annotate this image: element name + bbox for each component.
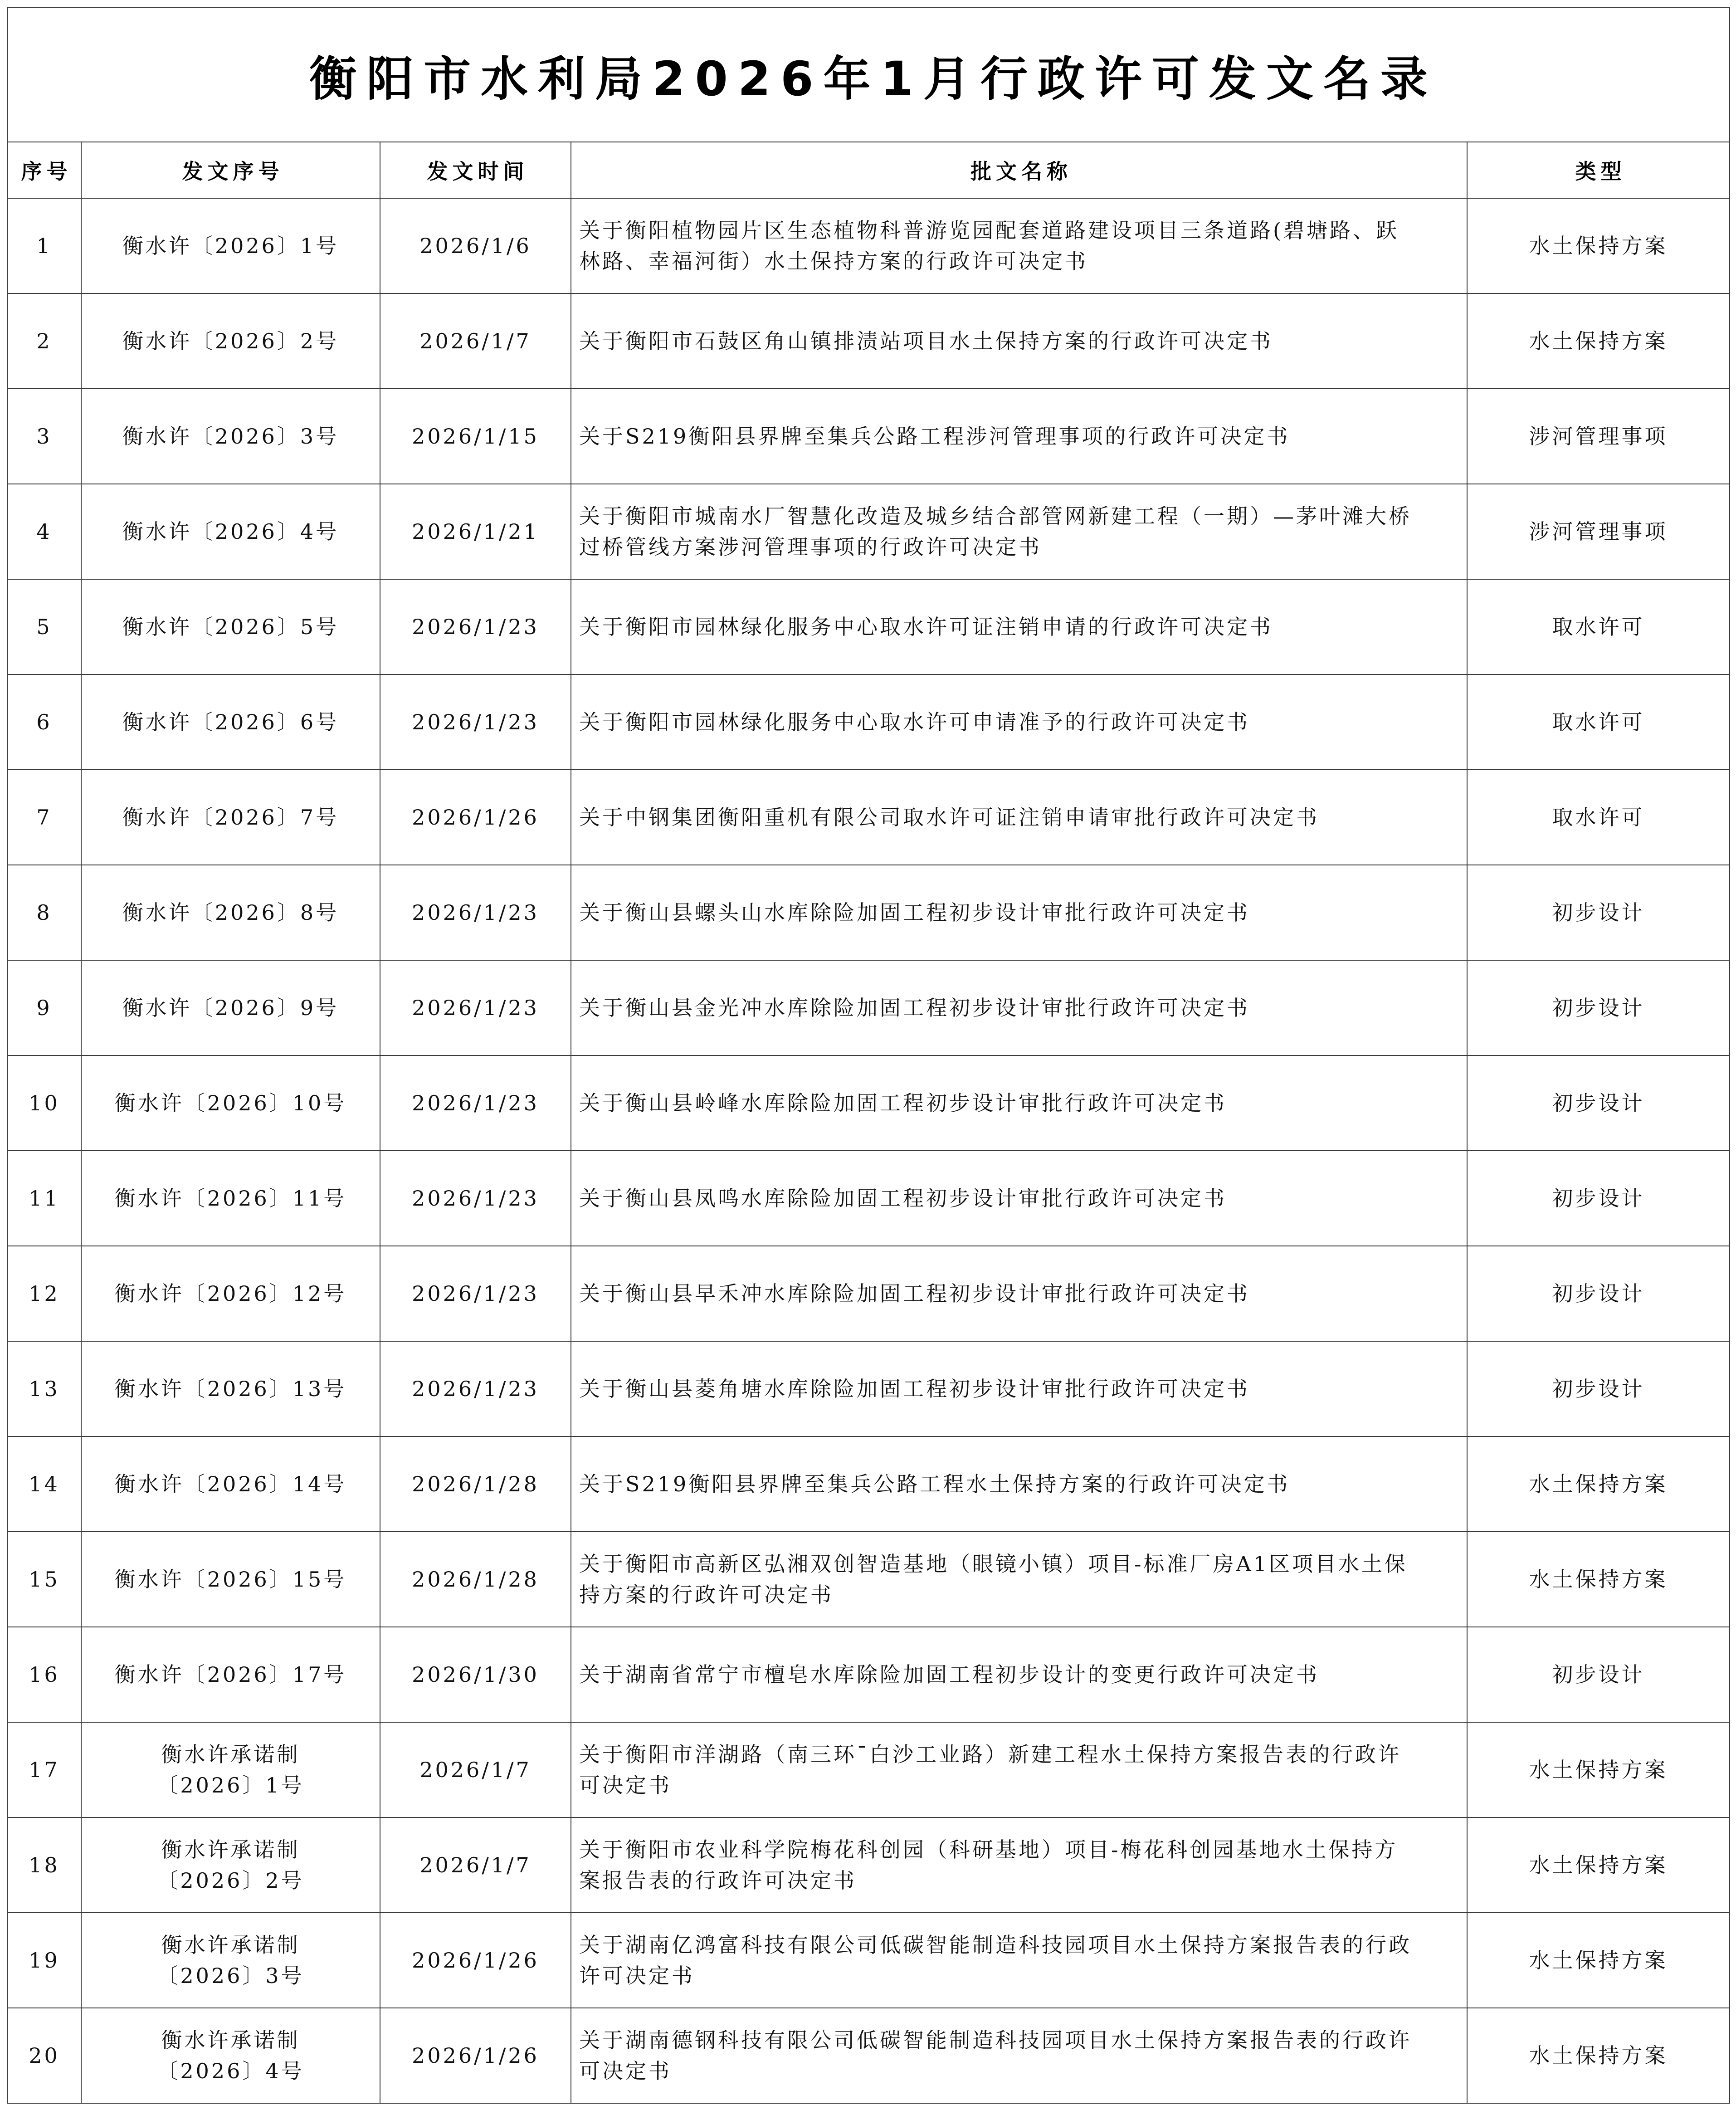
header-permit-type: 类型 xyxy=(1467,142,1730,198)
header-issue-date: 发文时间 xyxy=(380,142,571,198)
approval-title: 关于衡阳市石鼓区角山镇排渍站项目水土保持方案的行政许可决定书 xyxy=(571,293,1467,389)
document-number: 衡水许〔2026〕12号 xyxy=(81,1246,380,1341)
issue-date: 2026/1/21 xyxy=(380,484,571,579)
approval-title: 关于中钢集团衡阳重机有限公司取水许可证注销申请审批行政许可决定书 xyxy=(571,770,1467,865)
document-number: 衡水许〔2026〕2号 xyxy=(81,293,380,389)
document-number: 衡水许承诺制 〔2026〕3号 xyxy=(81,1913,380,2008)
row-index: 20 xyxy=(7,2008,81,2103)
table-row xyxy=(7,293,1730,389)
table-row xyxy=(7,770,1730,865)
permit-list-table xyxy=(7,7,1730,2104)
permit-type: 初步设计 xyxy=(1467,1055,1730,1151)
document-number: 衡水许〔2026〕7号 xyxy=(81,770,380,865)
approval-title: 关于衡山县岭峰水库除险加固工程初步设计审批行政许可决定书 xyxy=(571,1055,1467,1151)
permit-type: 初步设计 xyxy=(1467,1627,1730,1722)
document-number: 衡水许〔2026〕3号 xyxy=(81,389,380,484)
permit-type: 水土保持方案 xyxy=(1467,1817,1730,1913)
table-row xyxy=(7,2008,1730,2103)
row-index: 5 xyxy=(7,579,81,674)
document-number: 衡水许〔2026〕15号 xyxy=(81,1532,380,1627)
row-index: 6 xyxy=(7,674,81,770)
row-index: 7 xyxy=(7,770,81,865)
row-index: 19 xyxy=(7,1913,81,2008)
row-index: 15 xyxy=(7,1532,81,1627)
row-index: 8 xyxy=(7,865,81,960)
table-row xyxy=(7,1151,1730,1246)
table-row xyxy=(7,1341,1730,1436)
permit-type: 水土保持方案 xyxy=(1467,1532,1730,1627)
issue-date: 2026/1/23 xyxy=(380,1151,571,1246)
table-row xyxy=(7,1913,1730,2008)
document-number: 衡水许〔2026〕5号 xyxy=(81,579,380,674)
permit-type: 取水许可 xyxy=(1467,579,1730,674)
issue-date: 2026/1/23 xyxy=(380,674,571,770)
issue-date: 2026/1/26 xyxy=(380,2008,571,2103)
permit-type: 水土保持方案 xyxy=(1467,2008,1730,2103)
document-number: 衡水许承诺制 〔2026〕1号 xyxy=(81,1722,380,1817)
table-row xyxy=(7,484,1730,579)
document-number: 衡水许〔2026〕9号 xyxy=(81,960,380,1055)
document-number: 衡水许〔2026〕1号 xyxy=(81,198,380,293)
row-index: 17 xyxy=(7,1722,81,1817)
approval-title: 关于S219衡阳县界牌至集兵公路工程水土保持方案的行政许可决定书 xyxy=(571,1436,1467,1532)
issue-date: 2026/1/28 xyxy=(380,1532,571,1627)
document-number: 衡水许〔2026〕4号 xyxy=(81,484,380,579)
document-number: 衡水许〔2026〕6号 xyxy=(81,674,380,770)
approval-title: 关于衡阳市城南水厂智慧化改造及城乡结合部管网新建工程（一期）—茅叶滩大桥 过桥管线方案涉河管理事项的行政许可决定书 xyxy=(571,484,1467,579)
approval-title: 关于衡阳市洋湖路（南三环¯白沙工业路）新建工程水土保持方案报告表的行政许 可决定书 xyxy=(571,1722,1467,1817)
permit-type: 初步设计 xyxy=(1467,1341,1730,1436)
permit-type: 涉河管理事项 xyxy=(1467,389,1730,484)
permit-type: 初步设计 xyxy=(1467,865,1730,960)
row-index: 13 xyxy=(7,1341,81,1436)
approval-title: 关于衡山县菱角塘水库除险加固工程初步设计审批行政许可决定书 xyxy=(571,1341,1467,1436)
table-row xyxy=(7,1055,1730,1151)
permit-type: 水土保持方案 xyxy=(1467,1722,1730,1817)
row-index: 14 xyxy=(7,1436,81,1532)
issue-date: 2026/1/23 xyxy=(380,960,571,1055)
table-row xyxy=(7,1436,1730,1532)
header-document-number: 发文序号 xyxy=(81,142,380,198)
table-row xyxy=(7,1532,1730,1627)
table-row xyxy=(7,1722,1730,1817)
approval-title: 关于衡阳市农业科学院梅花科创园（科研基地）项目-梅花科创园基地水土保持方 案报告表的行政许可决定书 xyxy=(571,1817,1467,1913)
issue-date: 2026/1/23 xyxy=(380,1246,571,1341)
document-number: 衡水许〔2026〕17号 xyxy=(81,1627,380,1722)
approval-title: 关于衡山县螺头山水库除险加固工程初步设计审批行政许可决定书 xyxy=(571,865,1467,960)
approval-title: 关于衡阳植物园片区生态植物科普游览园配套道路建设项目三条道路(碧塘路、跃 林路、幸福河街）水土保持方案的行政许可决定书 xyxy=(571,198,1467,293)
approval-title: 关于衡阳市园林绿化服务中心取水许可证注销申请的行政许可决定书 xyxy=(571,579,1467,674)
issue-date: 2026/1/23 xyxy=(380,865,571,960)
issue-date: 2026/1/26 xyxy=(380,770,571,865)
document-number: 衡水许〔2026〕8号 xyxy=(81,865,380,960)
issue-date: 2026/1/7 xyxy=(380,293,571,389)
table-row xyxy=(7,198,1730,293)
issue-date: 2026/1/6 xyxy=(380,198,571,293)
table-header-row xyxy=(7,142,1730,198)
row-index: 16 xyxy=(7,1627,81,1722)
title-row xyxy=(7,7,1730,142)
permit-type: 水土保持方案 xyxy=(1467,198,1730,293)
header-index: 序号 xyxy=(7,142,81,198)
document-number: 衡水许承诺制 〔2026〕4号 xyxy=(81,2008,380,2103)
approval-title: 关于湖南亿鸿富科技有限公司低碳智能制造科技园项目水土保持方案报告表的行政 许可决定书 xyxy=(571,1913,1467,2008)
issue-date: 2026/1/7 xyxy=(380,1722,571,1817)
issue-date: 2026/1/30 xyxy=(380,1627,571,1722)
table-row xyxy=(7,1627,1730,1722)
row-index: 18 xyxy=(7,1817,81,1913)
row-index: 9 xyxy=(7,960,81,1055)
permit-type: 水土保持方案 xyxy=(1467,293,1730,389)
permit-type: 取水许可 xyxy=(1467,674,1730,770)
approval-title: 关于衡山县凤鸣水库除险加固工程初步设计审批行政许可决定书 xyxy=(571,1151,1467,1246)
document-sheet xyxy=(7,7,1729,2104)
permit-type: 水土保持方案 xyxy=(1467,1436,1730,1532)
permit-type: 水土保持方案 xyxy=(1467,1913,1730,2008)
table-row xyxy=(7,389,1730,484)
document-number: 衡水许〔2026〕11号 xyxy=(81,1151,380,1246)
table-row xyxy=(7,1817,1730,1913)
table-row xyxy=(7,865,1730,960)
approval-title: 关于衡阳市高新区弘湘双创智造基地（眼镜小镇）项目-标准厂房A1区项目水土保 持方案的行政许可决定书 xyxy=(571,1532,1467,1627)
document-number: 衡水许〔2026〕10号 xyxy=(81,1055,380,1151)
permit-type: 初步设计 xyxy=(1467,960,1730,1055)
document-number: 衡水许〔2026〕13号 xyxy=(81,1341,380,1436)
issue-date: 2026/1/23 xyxy=(380,579,571,674)
row-index: 2 xyxy=(7,293,81,389)
issue-date: 2026/1/15 xyxy=(380,389,571,484)
issue-date: 2026/1/28 xyxy=(380,1436,571,1532)
issue-date: 2026/1/26 xyxy=(380,1913,571,2008)
approval-title: 关于湖南德钢科技有限公司低碳智能制造科技园项目水土保持方案报告表的行政许 可决定书 xyxy=(571,2008,1467,2103)
permit-type: 初步设计 xyxy=(1467,1246,1730,1341)
approval-title: 关于湖南省常宁市檀皂水库除险加固工程初步设计的变更行政许可决定书 xyxy=(571,1627,1467,1722)
row-index: 12 xyxy=(7,1246,81,1341)
table-row xyxy=(7,960,1730,1055)
approval-title: 关于衡山县金光冲水库除险加固工程初步设计审批行政许可决定书 xyxy=(571,960,1467,1055)
approval-title: 关于衡阳市园林绿化服务中心取水许可申请准予的行政许可决定书 xyxy=(571,674,1467,770)
row-index: 10 xyxy=(7,1055,81,1151)
document-number: 衡水许〔2026〕14号 xyxy=(81,1436,380,1532)
permit-type: 初步设计 xyxy=(1467,1151,1730,1246)
row-index: 11 xyxy=(7,1151,81,1246)
approval-title: 关于S219衡阳县界牌至集兵公路工程涉河管理事项的行政许可决定书 xyxy=(571,389,1467,484)
permit-type: 涉河管理事项 xyxy=(1467,484,1730,579)
page-title: 衡阳市水利局2026年1月行政许可发文名录 xyxy=(7,7,1730,142)
approval-title: 关于衡山县早禾冲水库除险加固工程初步设计审批行政许可决定书 xyxy=(571,1246,1467,1341)
table-row xyxy=(7,579,1730,674)
issue-date: 2026/1/23 xyxy=(380,1055,571,1151)
issue-date: 2026/1/7 xyxy=(380,1817,571,1913)
table-row xyxy=(7,674,1730,770)
document-number: 衡水许承诺制 〔2026〕2号 xyxy=(81,1817,380,1913)
table-row xyxy=(7,1246,1730,1341)
issue-date: 2026/1/23 xyxy=(380,1341,571,1436)
header-approval-title: 批文名称 xyxy=(571,142,1467,198)
permit-type: 取水许可 xyxy=(1467,770,1730,865)
row-index: 1 xyxy=(7,198,81,293)
row-index: 4 xyxy=(7,484,81,579)
row-index: 3 xyxy=(7,389,81,484)
